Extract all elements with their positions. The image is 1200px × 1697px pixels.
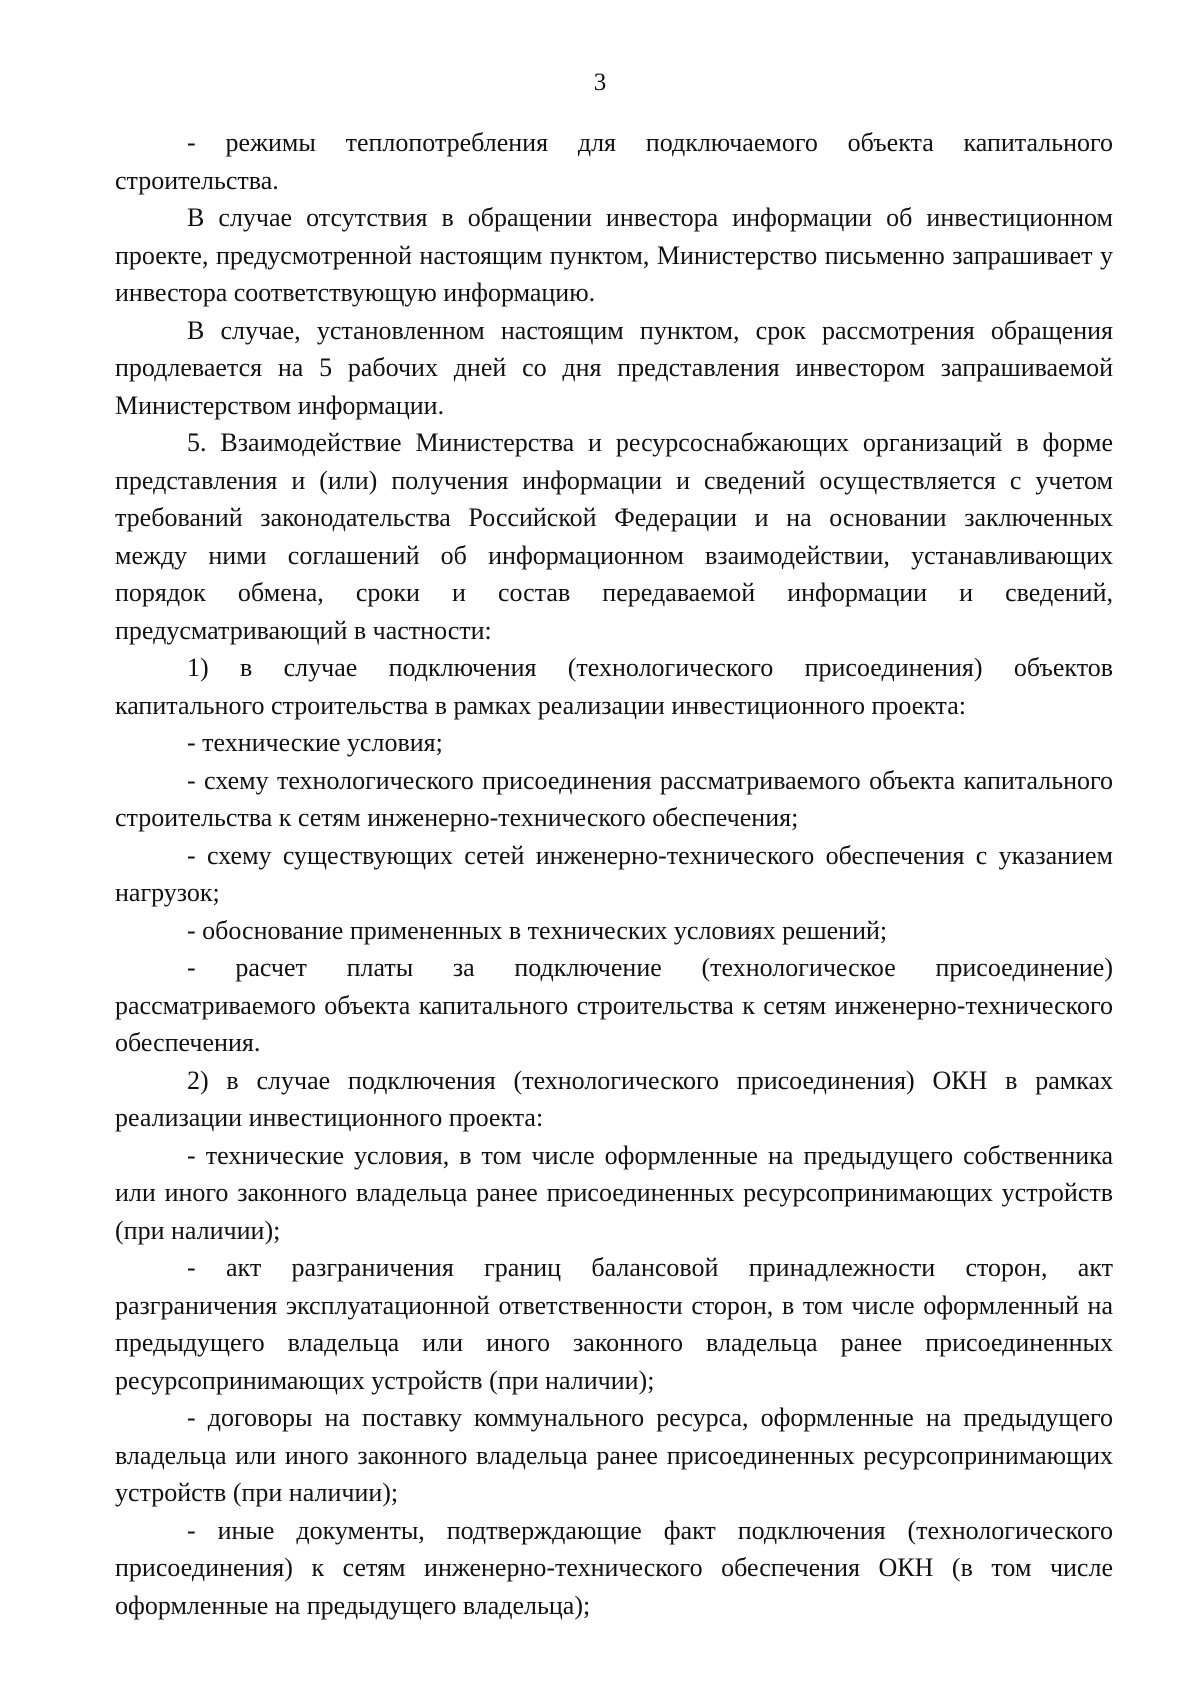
list-item-boundary-act: - акт разграничения границ балансовой принадлежности сторон, акт разграничения эксплуатационной ответственности сторон, в том числе оформленный на предыдущего владельца или иного законного владельца ранее присоединенных ресурсопринимающих устройств (при наличии); (115, 1253, 1113, 1395)
paragraph-subitem-2: 2) в случае подключения (технологического присоединения) ОКН в рамках реализации инвестиционного проекта: (115, 1065, 1113, 1132)
paragraph-item-5: 5. Взаимодействие Министерства и ресурсоснабжающих организаций в форме представления и (или) получения информации и сведений осуществляется с учетом требований законодательства Российской Федерации и на основании заключенных между ними соглашений об информационном взаимодействии, устанавливающих порядок обмена, сроки и состав передаваемой информации и сведений, предусматривающий в частности: (115, 428, 1113, 645)
page-number: 3 (593, 69, 607, 96)
list-item-technical-conditions: - технические условия; (187, 728, 443, 757)
paragraph-review-extension: В случае, установленном настоящим пунктом, срок рассмотрения обращения продлевается на 5 рабочих дней со дня представления инвестором запрашиваемой Министерством информации. (115, 315, 1113, 420)
paragraph-subitem-1: 1) в случае подключения (технологического присоединения) объектов капитального строительства в рамках реализации инвестиционного проекта: (115, 653, 1113, 720)
list-item-connection-scheme: - схему технологического присоединения рассматриваемого объекта капитального строительства к сетям инженерно-технического обеспечения; (115, 765, 1113, 832)
document-body (115, 124, 1113, 1624)
list-item-existing-networks-scheme: - схему существующих сетей инженерно-технического обеспечения с указанием нагрузок; (115, 840, 1113, 907)
paragraph-missing-info: В случае отсутствия в обращении инвестора информации об инвестиционном проекте, предусмотренной настоящим пунктом, Министерство письменно запрашивает у инвестора соответствующую информацию. (115, 203, 1113, 307)
paragraph-heat-modes: - режимы теплопотребления для подключаемого объекта капитального строительства. (115, 128, 1113, 195)
list-item-other-documents: - иные документы, подтверждающие факт подключения (технологического присоединения) к сетям инженерно-технического обеспечения ОКН (в том числе оформленные на предыдущего владельца); (115, 1515, 1113, 1620)
list-item-fee-calculation: - расчет платы за подключение (технологическое присоединение) рассматриваемого объекта капитального строительства к сетям инженерно-технического обеспечения. (115, 953, 1113, 1057)
list-item-supply-contracts: - договоры на поставку коммунального ресурса, оформленные на предыдущего владельца или иного законного владельца ранее присоединенных ресурсопринимающих устройств (при наличии); (115, 1403, 1113, 1507)
list-item-okn-technical-conditions: - технические условия, в том числе оформленные на предыдущего собственника или иного законного владельца ранее присоединенных ресурсопринимающих устройств (при наличии); (115, 1140, 1113, 1245)
list-item-justification: - обоснование примененных в технических условиях решений; (187, 915, 888, 945)
